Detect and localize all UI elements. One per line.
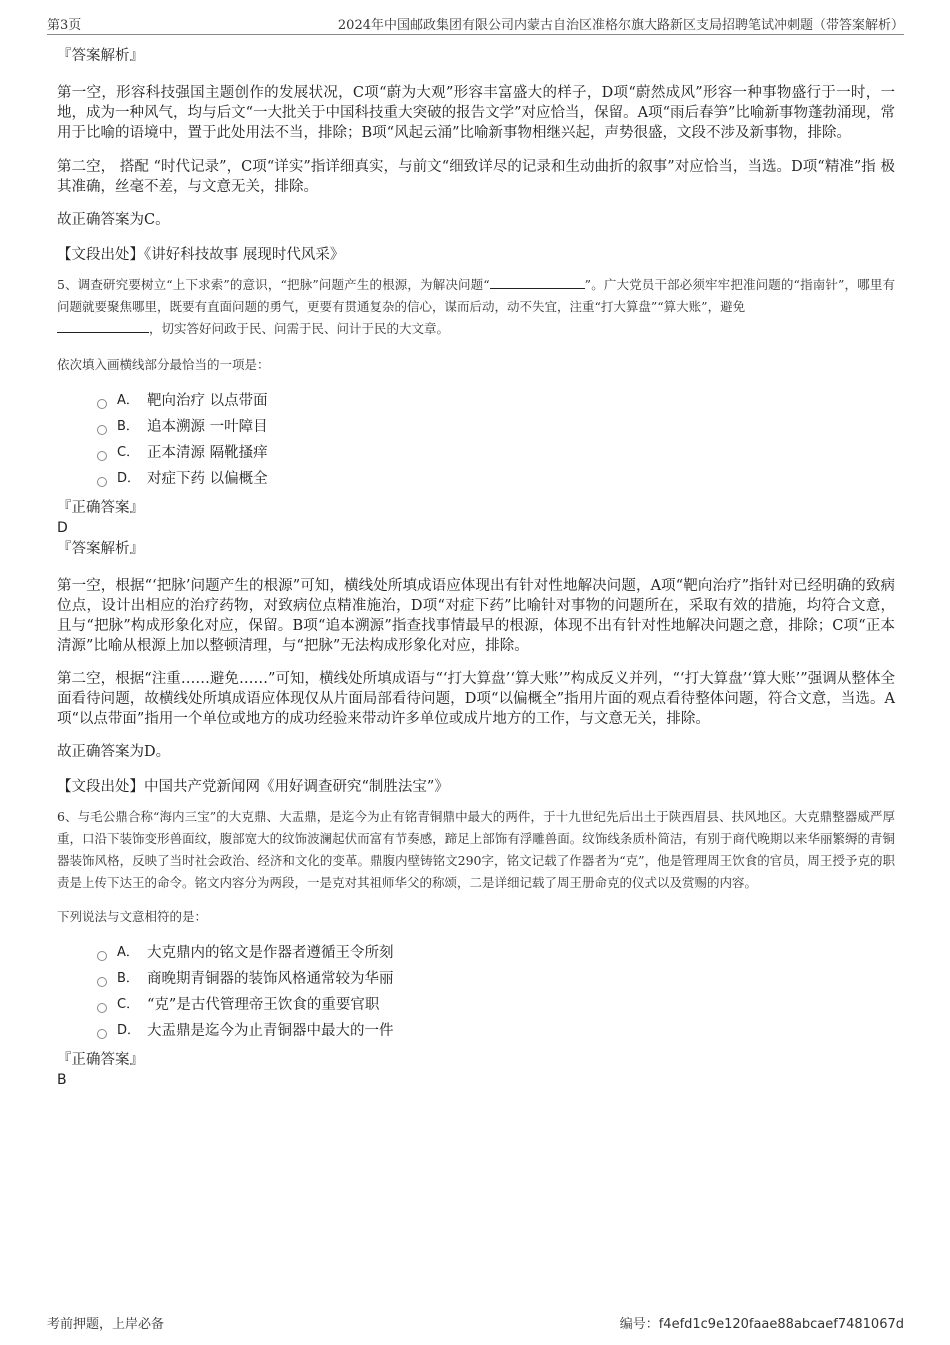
radio-button[interactable]: [97, 425, 107, 435]
q5-option-a[interactable]: A． 靶向治疗 以点带面: [97, 388, 895, 414]
q6-stem: 6、与毛公鼎合称“海内三宝”的大克鼎、大盂鼎，是迄今为止有铭青铜鼎中最大的两件，于十九世纪先后出土于陕西眉县、扶风地区。大克鼎整器威严厚重，口沿下装饰变形兽面纹，腹部宽大的纹饰波澜起伏而富有节奏感，蹄足上部饰有浮雕兽面。纹饰线条质朴简洁，有别于商代晚期以来华丽繁缛的青铜器装饰风格，反映了当时社会政治、经济和文化的变革。鼎腹内壁铸铭文290字，铭文记载了作器者为“克”，他是管理周王饮食的官员，周王授予克的职责是上传下达王的命令。铭文内容分为两段，一是克对其祖师华父的称颂，二是详细记载了周王册命克的仪式以及赏赐的内容。: [57, 809, 895, 890]
q4-conclusion: 故正确答案为C。: [57, 212, 170, 228]
q6-option-c[interactable]: C． “克”是古代管理帝王饮食的重要官职: [97, 992, 895, 1018]
q5-conclusion: 故正确答案为D。: [57, 744, 171, 760]
document-title: 2024年中国邮政集团有限公司内蒙古自治区准格尔旗大路新区支局招聘笔试冲刺题（带答案解析）: [337, 18, 904, 33]
q5-stem-part-c: ，切实答好问政于民、问需于民、问计于民的大文章。: [149, 321, 450, 336]
q5-option-d[interactable]: D． 对症下药 以偏概全: [97, 466, 895, 492]
footer-code-value: f4efd1c9e120faae88abcaef7481067d: [658, 1317, 904, 1332]
q5-stem: [57, 274, 895, 340]
q4-source: 【文段出处】《讲好科技故事 展现时代风采》: [57, 247, 345, 263]
q5-option-c[interactable]: C． 正本清源 隔靴搔痒: [97, 440, 895, 466]
page-footer: [47, 1313, 904, 1333]
q5-answer-label: 『正确答案』: [57, 500, 144, 516]
footer-code-label: 编号：: [619, 1317, 659, 1332]
q5-stem-part-a: 5、调查研究要树立“上下求索”的意识，“把脉”问题产生的根源，为解决问题“: [57, 277, 490, 292]
q5-stem-part-b: ”。广大党员干部必须牢牢把准问题的“指南针”，哪里有问题就要聚焦哪里，既要有直面问题的勇气，更要有贯通复杂的信心，谋而后动，动不失宜，注重“打大算盘”“算大账”，避免: [57, 277, 895, 314]
q5-analysis-p2: 第二空，根据“注重……避免……”可知，横线处所填成语与“‘打大算盘’‘算大账’”构成反义并列，“‘打大算盘’‘算大账’”强调从整体全面看待问题，故横线处所填成语应体现仅从片面局部看待问题，D项“以偏概全”指用片面的观点看待整体问题，符合文意，当选。A项“以点带面”指用一个单位或地方的成功经验来带动许多单位或成片地方的工作，与文意无关，排除。: [57, 671, 895, 727]
footer-code: [620, 1313, 904, 1332]
radio-button[interactable]: [97, 1029, 107, 1039]
q5-prompt: 依次填入画横线部分最恰当的一项是：: [57, 357, 270, 372]
page-number: 第3页: [47, 18, 82, 33]
q6-answer-label: 『正确答案』: [57, 1052, 144, 1068]
q6-option-a[interactable]: A． 大克鼎内的铭文是作器者遵循王令所刻: [97, 940, 895, 966]
page-content: [57, 44, 895, 1089]
radio-button[interactable]: [97, 399, 107, 409]
radio-button[interactable]: [97, 451, 107, 461]
radio-button[interactable]: [97, 1003, 107, 1013]
q5-options: [97, 388, 895, 492]
q6-options: [97, 940, 895, 1044]
q5-blank-2: [57, 320, 149, 333]
page-header: [47, 12, 904, 35]
radio-button[interactable]: [97, 477, 107, 487]
q4-analysis-p1: 第一空，形容科技强国主题创作的发展状况，C项“蔚为大观”形容丰富盛大的样子，D项“蔚然成风”形容一种事物盛行于一时，一地，成为一种风气，均与后文“一大批关于中国科技重大突破的报告文学”对应恰当，保留。A项“雨后春笋”比喻新事物蓬勃涌现，常用于比喻的语境中，置于此处用法不当，排除；B项“风起云涌”比喻新事物相继兴起，声势很盛，文段不涉及新事物，排除。: [57, 85, 895, 141]
radio-button[interactable]: [97, 977, 107, 987]
q5-analysis-label: 『答案解析』: [57, 541, 144, 557]
q5-option-b[interactable]: B． 追本溯源 一叶障目: [97, 414, 895, 440]
q4-analysis-label: 『答案解析』: [57, 48, 144, 64]
q5-analysis-p1: 第一空，根据“‘把脉’问题产生的根源”可知，横线处所填成语应体现出有针对性地解决问题，A项“靶向治疗”指针对已经明确的致病位点，设计出相应的治疗药物，对致病位点精准施治，D项“对症下药”比喻针对事物的问题所在，采取有效的措施，均符合文意，且与“把脉”构成形象化对应，保留。B项“追本溯源”指查找事情最早的根源，体现不出有针对性地解决问题之意，排除；C项“正本清源”比喻从根源上加以整顿清理，与“把脉”无法构成形象化对应，排除。: [57, 578, 895, 654]
q6-option-b[interactable]: B． 商晚期青铜器的装饰风格通常较为华丽: [97, 966, 895, 992]
q6-option-d[interactable]: D． 大盂鼎是迄今为止青铜器中最大的一件: [97, 1018, 895, 1044]
q6-prompt: 下列说法与文意相符的是：: [57, 909, 208, 924]
q5-source: 【文段出处】中国共产党新闻网《用好调查研究“制胜法宝”》: [57, 779, 449, 795]
q5-answer: D: [57, 520, 68, 536]
q5-blank-1: [490, 276, 585, 289]
radio-button[interactable]: [97, 951, 107, 961]
q6-answer: B: [57, 1072, 67, 1088]
q4-analysis-p2: 第二空， 搭配 “时代记录”，C项“详实”指详细真实，与前文“细致详尽的记录和生动曲折的叙事”对应恰当，当选。D项“精准”指 极其准确，丝毫不差，与文意无关，排除。: [57, 159, 895, 195]
footer-slogan: 考前押题，上岸必备: [47, 1317, 165, 1332]
